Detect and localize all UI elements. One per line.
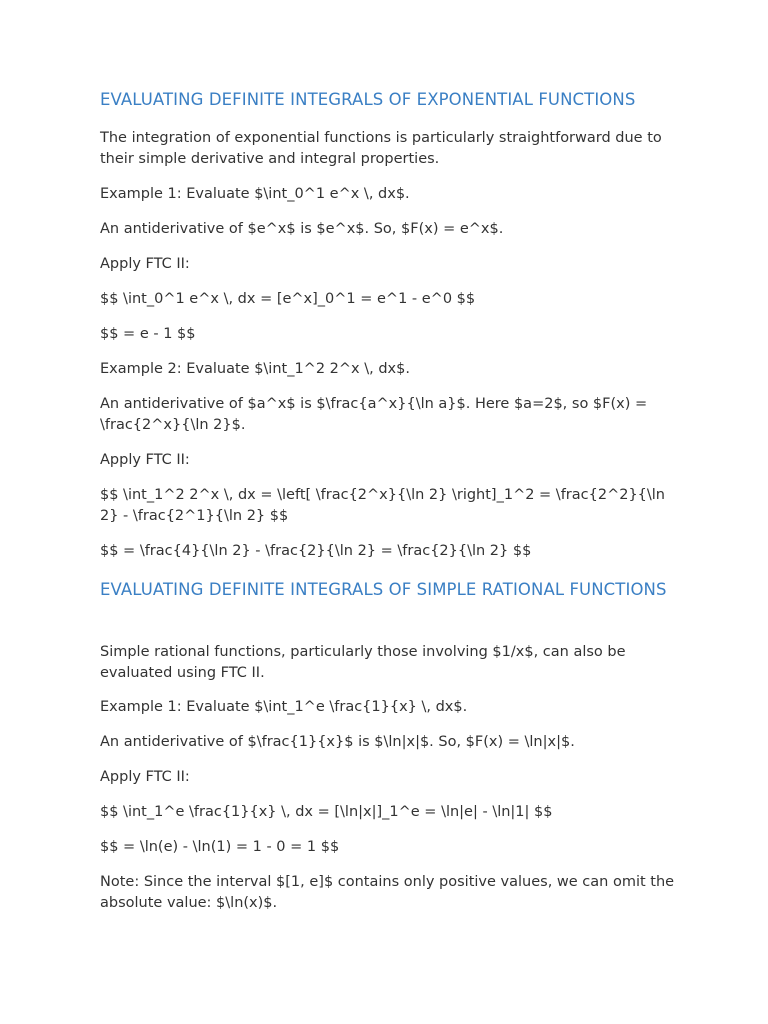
section-heading-rational: EVALUATING DEFINITE INTEGRALS OF SIMPLE RATIONAL FUNCTIONS xyxy=(100,580,667,599)
example-1-antiderivative: An antiderivative of $e^x$ is $e^x$. So, $F(x) = e^x$. xyxy=(100,221,504,237)
example-text: Evaluate $\int_0^1 e^x \, dx$. xyxy=(181,186,410,202)
rational-example-1-antiderivative: An antiderivative of $\frac{1}{x}$ is $\ln|x|$. So, $F(x) = \ln|x|$. xyxy=(100,734,575,750)
example-1-equation-1: $$ \int_0^1 e^x \, dx = [e^x]_0^1 = e^1 - e^0 $$ xyxy=(100,291,476,307)
rational-example-1-equation-2: $$ = \ln(e) - \ln(1) = 1 - 0 = 1 $$ xyxy=(100,839,340,855)
example-2-apply-ftc: Apply FTC II: xyxy=(100,452,190,468)
example-1-statement xyxy=(100,184,410,205)
example-text: Evaluate $\int_1^e \frac{1}{x} \, dx$. xyxy=(181,699,468,715)
example-2-statement xyxy=(100,359,410,380)
section-intro-rational: Simple rational functions, particularly those involving $1/x$, can also be evaluated using FTC II. xyxy=(100,644,626,681)
example-2-equation-1: $$ \int_1^2 2^x \, dx = \left[ \frac{2^x}{\ln 2} \right]_1^2 = \frac{2^2}{\ln 2} - \frac{2^1}{\ln 2} $$ xyxy=(100,487,665,524)
example-label: Example 1: xyxy=(100,186,182,202)
rational-note: Note: Since the interval $[1, e]$ contains only positive values, we can omit the absolute value: $\ln(x)$. xyxy=(100,874,675,911)
example-label: Example 2: xyxy=(100,361,182,377)
example-2-equation-2: $$ = \frac{4}{\ln 2} - \frac{2}{\ln 2} = \frac{2}{\ln 2} $$ xyxy=(100,543,532,559)
example-2-antiderivative: An antiderivative of $a^x$ is $\frac{a^x}{\ln a}$. Here $a=2$, so $F(x) = \frac{2^x}{\ln 2}$. xyxy=(100,396,648,433)
rational-example-1-apply-ftc: Apply FTC II: xyxy=(100,769,190,785)
section-intro-exponential: The integration of exponential functions is particularly straightforward due to their simple derivative and integral properties. xyxy=(100,130,662,167)
example-label: Example 1: xyxy=(100,699,182,715)
example-1-equation-2: $$ = e - 1 $$ xyxy=(100,326,196,342)
example-1-apply-ftc: Apply FTC II: xyxy=(100,256,190,272)
rational-example-1-equation-1: $$ \int_1^e \frac{1}{x} \, dx = [\ln|x|]_1^e = \ln|e| - \ln|1| $$ xyxy=(100,804,553,820)
example-text: Evaluate $\int_1^2 2^x \, dx$. xyxy=(181,361,410,377)
section-heading-exponential: EVALUATING DEFINITE INTEGRALS OF EXPONENTIAL FUNCTIONS xyxy=(100,90,636,109)
rational-example-1-statement xyxy=(100,697,467,718)
